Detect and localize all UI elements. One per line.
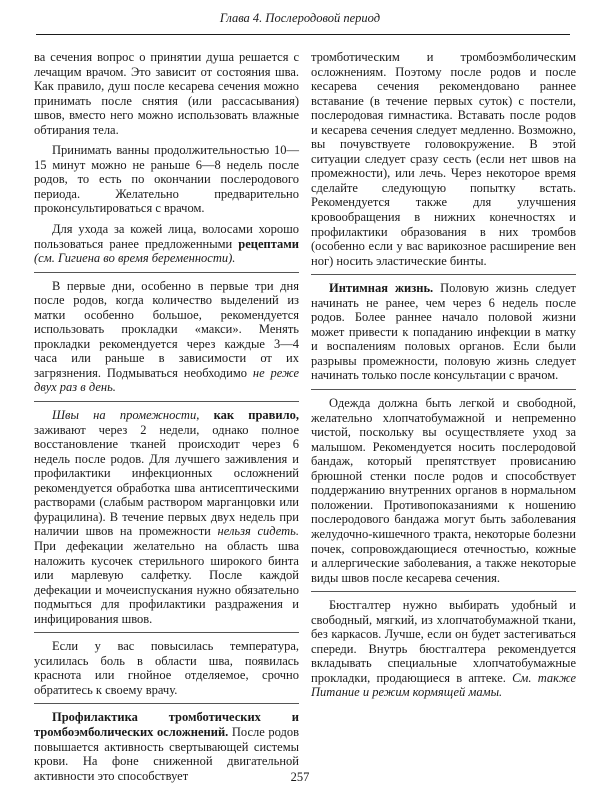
paragraph-fever: Если у вас повысилась температура, усилилась боль в области шва, появилась краснота или гнойное отделяемое, срочно обратитесь к своему врачу.	[34, 639, 299, 697]
recipes-term: рецептами	[238, 236, 299, 251]
topic-term: Профилактика тромботических и тромбоэмболических осложнений.	[34, 710, 299, 739]
paragraph-thrombosis-cont: тромботическим и тромбоэмболическим осложнениям. Поэтому после родов и после кесарева сечения рекомендовано раннее вставание (в течение первых суток) с постели, послеродовая гимнастика. Вставать после родов и кесарева сечения следует медленно. Возможно, вы почувствуете головокружение. В этой ситуации следует сразу сесть (если нет швов на промежности), или лечь. Через некоторое время сделайте следующую попытку встать. Рекомендуется также для улучшения кровообращения в нижних конечностях и профилактики образования в них тромбов (особенно если у вас варикозное расширение вен ног) носить эластические бинты.	[311, 50, 576, 268]
divider	[311, 274, 576, 275]
right-column	[311, 50, 576, 700]
divider	[34, 401, 299, 402]
left-column	[34, 50, 299, 783]
emphasis: не реже двух раз в день.	[34, 365, 300, 395]
divider	[311, 591, 576, 592]
emphasis: как правило,	[199, 408, 299, 423]
text: заживают через 2 недели, однако полное восстановление тканей происходит через 6 недель после родов. Для лучшего заживления и профилактики инфекционных осложнений рекомендуется обработка шва антисептическими растворами (слабым раствором марганцовки или фурацилина). В течение первых двух недель при наличии швов на промежности	[34, 422, 299, 539]
paragraph-clothing: Одежда должна быть легкой и свободной, желательно хлопчатобумажной и непременно чистой, поскольку вы осуществляете уход за малышом. Рекомендуется носить послеродовой бандаж, который препятствует провисанию брюшной стенки после родов и способствует поддержанию внутренних органов в нормальном положении. Противопоказаниями к ношению послеродового бандажа могут быть заболевания желудочно-кишечного тракта, некоторые болезни почек, сопровождающиеся отечностью, кожные и аллергические заболевания, а также некоторые виды швов после кесарева сечения.	[311, 396, 576, 585]
emphasis: нельзя сидеть.	[217, 524, 299, 539]
paragraph-intimacy	[311, 281, 576, 383]
topic-term: Интимная жизнь.	[329, 281, 434, 296]
paragraph-stitches	[34, 408, 299, 626]
paragraph-shower: ва сечения вопрос о принятии душа решается с лечащим врачом. Это зависит от состояния шва. Как правило, душ после кесарева сечения можно принимать после снятия (или рассасывания) швов, вместо него можно использовать влажные обтирания тела.	[34, 50, 299, 137]
cross-reference: См. также Питание и режим кормящей мамы.	[311, 670, 577, 700]
text: Половую жизнь следует начинать не ранее, чем через 6 недель после родов. Более раннее начало половой жизни может привести к попаданию инфекции в матку и воспалениям половых органов. Если были разрывы промежности, половую жизнь следует начинать только после консультации с врачом.	[311, 281, 576, 383]
text: Бюстгалтер нужно выбирать удобный и свободный, мягкий, из хлопчатобумажной ткани, без каркасов. Лучше, если он будет застегиваться спереди. Внутрь бюстгалтера рекомендуется вкладывать специальные хлопчатобумажные прокладки, продающиеся в аптеке.	[311, 598, 576, 685]
paragraph-pads	[34, 279, 299, 395]
paragraph-skin-care	[34, 222, 299, 266]
divider	[34, 632, 299, 633]
text: При дефекации желательно на область шва наложить кусочек стерильного широкого бинта или марлевую салфетку. После каждой дефекации и мочеиспускания нужно обязательно подмыться для профилактики раздражения и инфицирования швов.	[34, 538, 299, 626]
text: В первые дни, особенно в первые три дня после родов, когда количество выделений из матки особенно большое, рекомендуется использовать прокладки «макси». Менять прокладки рекомендуется через каждые 3—4 часа или раньше в зависимости от их загрязнения. Подмываться необходимо	[34, 278, 299, 380]
divider	[34, 703, 299, 704]
header-rule	[36, 34, 570, 35]
cross-reference: (см. Гигиена во время беременности).	[34, 251, 236, 266]
topic-term: Швы на промежности,	[52, 408, 200, 423]
text: Для ухода за кожей лица, волосами хорошо пользоваться ранее предложенными	[34, 222, 299, 251]
divider	[311, 389, 576, 390]
divider	[34, 272, 299, 273]
paragraph-bra	[311, 598, 576, 700]
page-number: 257	[290, 770, 310, 784]
running-header: Глава 4. Послеродовой период	[219, 11, 381, 25]
paragraph-bath: Принимать ванны продолжительностью 10—15 минут можно не раньше 6—8 недель после родов, то есть по окончании послеродового периода. Желательно предварительно проконсультироваться с врачом.	[34, 143, 299, 216]
text: После родов повышается активность свертывающей системы крови. На фоне сниженной двигательной активности это способствует	[34, 724, 300, 783]
